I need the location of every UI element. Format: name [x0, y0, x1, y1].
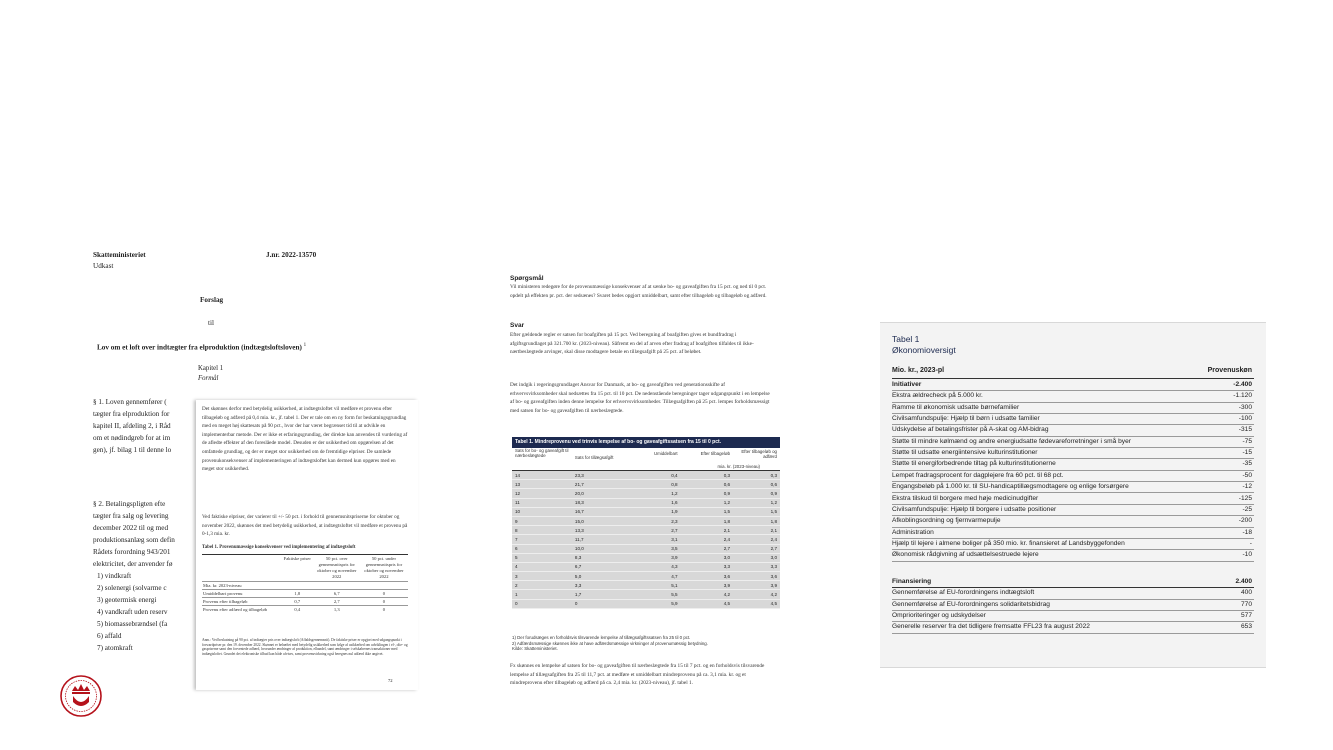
row-value: -125 [1238, 494, 1252, 502]
reduction-table-row: 11 18,3 1,6 1,2 1,2 [512, 499, 780, 508]
ministry-name: Skatteministeriet [93, 251, 146, 259]
reduction-table-row: 9 15,0 2,3 1,8 1,8 [512, 517, 780, 526]
section-text-line: produktionsanlæg som defin [93, 536, 175, 544]
row-label: Gennemførelse af EU-forordningens indtægtsloft [892, 589, 1035, 597]
table-row [892, 565, 1254, 576]
overlay-table-title: Tabel 1. Provenumæssige konsekvenser ved implementering af indtægtsloft [202, 545, 356, 550]
case-number: J.nr. 2022-13570 [266, 251, 317, 259]
row-label: Økonomisk rådgivning af udsættelsestruede lejere [892, 551, 1039, 559]
section-text-line: § 2. Betalingspligten efte [93, 500, 166, 508]
economic-overview-table [880, 322, 1266, 668]
section-text-line: tægter fra elproduktion for [93, 410, 170, 418]
row-value: -300 [1238, 403, 1252, 411]
overlay-table-row: Provenu efter adfærd og tilbageløb 0,4 1,3 0 [202, 605, 408, 613]
reduction-table-row: 4 6,7 4,3 3,3 3,3 [512, 563, 780, 572]
reduction-table-row: 7 11,7 3,1 2,4 2,4 [512, 535, 780, 544]
overlay-table [202, 554, 408, 613]
overlay-paragraph-1: Det skønnes derfor med betydelig usikkerhed, at indtægtsloftet vil medføre et provenu efter tilbageløb og adfærd på 0,4 mia. kr., jf. tabel 1. Der er tale om en ny form for beskatningsgrundlag med en meget høj skattesats på 90 pct., hvor der har været begrænset tid til at udvikle en implementerbar metode. Der er ikke et erfaringsgrundlag, der direkte kan anvendes til vurdering af de afledte effekter af den foreslåede model. Desuden er der usikkerhed om opgørelsen af det omfattede grundlag, og der er meget stor usikkerhed om de fremtidige elpriser. De samlede provenukonsekvenser af implementeringen af indtægtsloftet kan dermed kun opgøres med en meget stor usikkerhed. [202, 406, 408, 473]
row-label: Ramme til økonomisk udsatte børnefamilier [892, 403, 1020, 411]
section-text-line: Rådets forordning 943/201 [93, 548, 171, 556]
crown-seal-icon [59, 674, 103, 718]
row-label: Støtte til mindre kølmænd og andre energiudsatte fødevareforretninger i små byer [892, 437, 1131, 445]
question-heading: Spørgsmål [510, 275, 544, 282]
reduction-table-unit: mia. kr. (2023-niveau) [512, 464, 780, 471]
energy-source-list-item: 5) biomassebrændsel (fa [97, 620, 168, 628]
row-label: Civilsamfundspulje: Hjælp til børn i udsatte familier [892, 415, 1040, 423]
reduction-table-body [512, 471, 780, 609]
proposal-heading: Forslag [200, 296, 224, 304]
row-label: Administration [892, 528, 934, 536]
row-value: -315 [1238, 426, 1252, 434]
row-value: -100 [1238, 415, 1252, 423]
row-label: Lempet fradragsprocent for dagplejere fra 60 pct. til 68 pct. [892, 471, 1064, 479]
reduction-table-row: 6 10,0 3,5 2,7 2,7 [512, 545, 780, 554]
answer-heading: Svar [510, 322, 525, 329]
row-label: Civilsamfundspulje: Hjælp til borgere i udsatte positioner [892, 505, 1057, 513]
page-number: 72 [388, 678, 393, 683]
question-text: Vil ministeren redegøre for de provenumæssige konsekvenser af at sænke bo- og gaveafgiften fra 15 pct. og ned til 0 pct. opdelt på effekten pr. pct. der sedsænes? Svaret bedes opgjort umiddelbart, samt efter tilbageløb og tilbageløb og adfærd. [510, 284, 767, 299]
section-text-line: december 2022 til og med [93, 524, 169, 532]
row-label: Ekstra ældrecheck på 5.000 kr. [892, 392, 983, 400]
table-note: Kilde: Skatteministeriet. [512, 646, 558, 651]
law-title: Lov om et loft over indtægter fra elproduktion (indtægtsloftsloven) $^1$ [97, 343, 307, 352]
reduction-table-row: 3 5,0 4,7 3,6 3,6 [512, 572, 780, 581]
draft-status: Udkast [93, 262, 114, 270]
row-value: -200 [1238, 517, 1252, 525]
energy-source-list-item: 3) geotermisk energi [97, 596, 157, 604]
row-value: 2.400 [1235, 577, 1252, 585]
overlay-page [196, 365, 418, 690]
row-value: 770 [1240, 600, 1252, 608]
section-text-line: kapitel II, afdeling 2, i Råd [93, 422, 171, 430]
row-value: -35 [1242, 460, 1252, 468]
energy-source-list-item: 7) atomkraft [97, 644, 133, 652]
energy-source-list-item: 6) affald [97, 632, 122, 640]
reduction-table-row: 0 0 5,9 4,5 4,5 [512, 600, 780, 609]
row-value: 653 [1240, 623, 1252, 631]
overlay-table-header: Faktiske priser 50 pct. over gennemsnitspris for oktober og november 2022 50 pct. under gennemsnitspris for oktober og november 2022 [283, 556, 404, 579]
reduction-table-row: 14 23,3 0,4 0,3 0,3 [512, 471, 780, 480]
section-text-line: tægter fra salg og levering [93, 512, 169, 520]
reduction-table-notes [512, 635, 708, 652]
reduction-table-title: Tabel 1. Mindreprovenu ved trinvis lempelse af bo- og gaveafgiftssatsen fra 15 til 0 pct. [512, 437, 780, 448]
reduction-table-row: 5 8,3 3,9 3,0 3,0 [512, 554, 780, 563]
row-value: -1.120 [1233, 392, 1252, 400]
row-value: - [1249, 539, 1252, 547]
reduction-table-row: 2 3,3 5,1 3,9 3,9 [512, 581, 780, 590]
table-header: Mio. kr., 2023-pl Provenuskøn [892, 367, 1254, 379]
energy-source-list-item: 4) vandkraft uden reserv [97, 608, 168, 616]
law-proposal-document [88, 248, 418, 688]
row-value: 577 [1240, 612, 1252, 619]
qa-document [510, 275, 782, 715]
reduction-table-row: 1 1,7 5,5 4,2 4,2 [512, 590, 780, 599]
reduction-table-row: 8 13,3 2,7 2,1 2,1 [512, 526, 780, 535]
row-label: Udskydelse af betalingsfrister på A-skat og AM-bidrag [892, 426, 1049, 434]
overlay-table-unit: Mia. kr. 2023-niveau [202, 581, 408, 589]
chapter-subheading: Formål [198, 375, 219, 382]
energy-source-list-item: 1) vindkraft [97, 572, 132, 580]
row-value: -25 [1242, 505, 1252, 513]
reduction-table-row: 13 21,7 0,8 0,6 0,6 [512, 480, 780, 489]
section-text-line: om et nødindgreb for at im [93, 434, 171, 442]
row-value: -15 [1242, 449, 1252, 457]
table-row [892, 621, 1254, 633]
overlay-table-note: Anm.: Ved beskatning på 90 pct. af indtægter pris over indtægtsloft (Affaldsgennemsnit). De faktiske priser er opgjort med udgangspunkt i forwardpriser pr. den 19. december 2022. Skønnet er behæftet med betydelig usikkerhed som følge af usikkerhed om udviklingen i el-, olie- og gaspriserne samt den forventede adfærd, hvorunder ændringer af produktion, elhandel, samt ændringer i selskabernes transaktioner med indtægtsloftet. Grundet det elektroniske tilbud kan både afvises, samt provenuvirkning også beregnes nul adfærd ikke angivet. [202, 638, 408, 656]
row-label: Støtte til energiforbedrende tiltag på kulturinstitutionerne [892, 460, 1056, 468]
row-label: Generelle reserver fra det tidligere fremsatte FFL23 fra august 2022 [892, 623, 1090, 631]
row-label: Afkoblingsordning og fjernvarmepulje [892, 517, 1001, 525]
row-label: Gennemførelse af EU-forordningens solidaritetsbidrag [892, 600, 1050, 608]
row-label: Hjælp til lejere i almene boliger på 350 mio. kr. finansieret af Landsbyggefonden [892, 539, 1125, 547]
table-row [892, 549, 1254, 561]
table-note: 1) Der forudsæges en forholdsvis tilsvarende lempelse af tillægsafgiftssatsen fra 25 til 0 pct. [512, 635, 691, 640]
proposal-til: til [208, 319, 214, 327]
overlay-table-row: Provenu efter tilbageløb 0,7 2,7 0 [202, 597, 408, 605]
section-text-line: gen), jf. bilag 1 til denne lo [93, 446, 172, 454]
row-label: Finansiering [892, 577, 932, 585]
reduction-table [512, 437, 780, 609]
row-value: -18 [1242, 528, 1252, 536]
overlay-paragraph-2: Ved faktiske elpriser, der varierer til +/- 50 pct. i forhold til gennemsnitspriserne for oktober og november 2022, skønnes det med betydelig usikkerhed, at indtægtsloftet vil medføre et provenu på 0-1,3 mia. kr. [202, 514, 408, 538]
row-label: Støtte til udsatte energiintensive kulturinstitutioner [892, 449, 1038, 457]
energy-source-list-item: 2) solenergi (solvarme c [97, 584, 167, 592]
conclusion-text: Fx skønnes en lempelse af satsen for bo- og gaveafgiften til nærbeslægtede fra 15 til 7 pct. og en forholdsvis tilsvarende lempelse af tillægsafgiften fra 25 til 11,7 pct. at medføre et umiddelbart mindreprovenu på ca. 3,1 mia. kr. og et mindreprovenu efter tilbageløb og adfærd på ca. 2,4 mia. kr. (2023-niveau), jf. tabel 1. [510, 663, 765, 687]
answer-paragraph-2: Det indgik i regeringsgrundlaget Ansvar for Danmark, at bo- og gaveafgiften ved generationsskifte af erhvervsvirksomheder skal nedsættes fra 15 pct. til 10 pct. De nedenstående beregninger tager udgangspunkt i en lempelse af bo- og gaveafgiften inden denne lempelse for erhvervsvirksomheder. Tillægsafgiften på 25 pct. lempes forholdsmæssigt med satsen for bo- og gaveafgiften til nærbeslægtede. [510, 382, 770, 414]
section-text-line: elektricitet, der anvender fø [93, 560, 173, 568]
table-note: 2) Adfærdsmæssige skønnes ikke at have adfærdsmæssige virkninger af provenumæssig betydning. [512, 640, 708, 646]
row-value: -2.400 [1233, 381, 1252, 388]
row-value: 400 [1240, 589, 1252, 597]
row-value: -12 [1242, 483, 1252, 491]
chapter-heading: Kapitel 1 [198, 365, 224, 372]
row-label: Engangsbeløb på 1.000 kr. til SU-handicaptillægsmodtagere og enlige forsørgere [892, 483, 1129, 491]
reduction-table-header: Sats for bo- og gaveafgift til nærbeslægtede Sats for tillægsafgift Umiddelbart Efter tilbageløb Efter tilbageløb og adfærd [512, 448, 780, 471]
row-value: -50 [1242, 471, 1252, 479]
row-label: Ekstra tilskud til borgere med høje medicinudgifter [892, 494, 1039, 502]
row-value: -75 [1242, 437, 1252, 445]
table-title: Tabel 1 Økonomioversigt [892, 334, 956, 355]
row-label: Omprioriteringer og udskydelser [892, 612, 986, 619]
reduction-table-row: 12 20,0 1,2 0,9 0,9 [512, 489, 780, 498]
overlay-table-row: Umiddelbart provenu 1,8 6,7 0 [202, 589, 408, 597]
row-value: -10 [1242, 551, 1252, 559]
section-text-line: § 1. Loven gennemfører ( [93, 398, 167, 406]
answer-paragraph-1: Efter gældende regler er satsen for boafgiften på 15 pct. Ved beregning af boafgiften gives et bundfradrag i afgiftsgrundlaget på 321.700 kr. (2023-niveau). Såfremt en del af arven efter fradrag af boafgiften tilfaldes til ikke-nærtbeslægtede arvinger, skal disse modtagere betale en tillægsafgift på 25 pct. af beløbet. [510, 332, 754, 356]
row-label: Initiativer [892, 381, 922, 388]
reduction-table-row: 10 16,7 1,9 1,5 1,5 [512, 508, 780, 517]
